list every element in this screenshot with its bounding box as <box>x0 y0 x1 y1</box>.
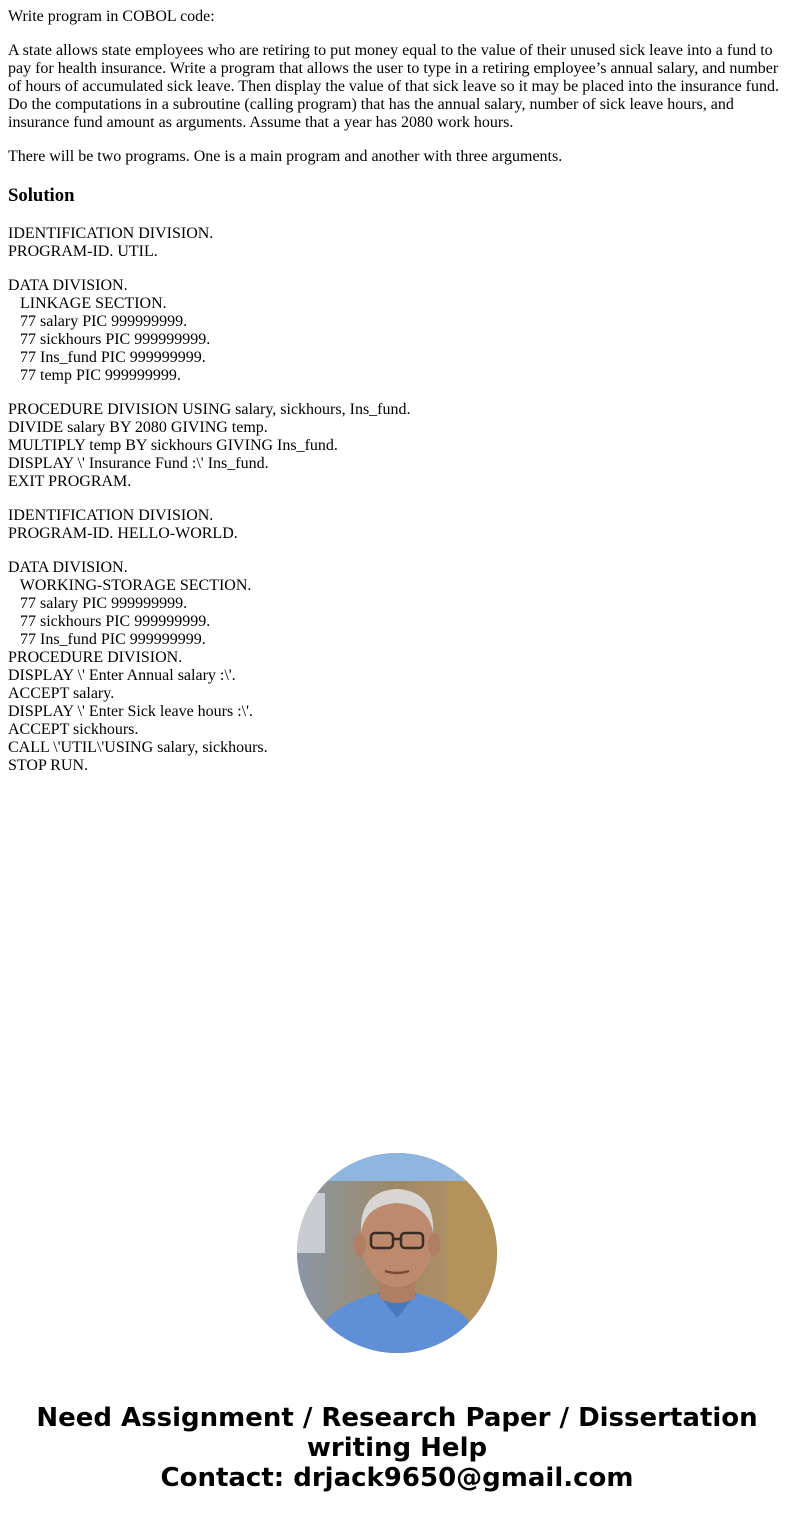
code-line: ACCEPT sickhours. <box>8 721 139 738</box>
code-line: PROGRAM-ID. HELLO-WORLD. <box>8 525 238 542</box>
code-line: IDENTIFICATION DIVISION. <box>8 507 214 524</box>
code-line: 77 salary PIC 999999999. <box>8 313 188 330</box>
code-line: 77 sickhours PIC 999999999. <box>8 613 211 630</box>
code-line: WORKING-STORAGE SECTION. <box>8 577 252 594</box>
avatar-illustration <box>297 1153 497 1353</box>
footer-banner <box>0 1403 794 1493</box>
code-line: MULTIPLY temp BY sickhours GIVING Ins_fund. <box>8 437 338 454</box>
footer-line-2: writing Help <box>306 1433 488 1463</box>
code-line: LINKAGE SECTION. <box>8 295 167 312</box>
question-body: A state allows state employees who are retiring to put money equal to the value of their unused sick leave into a fund to pay for health insurance. Write a program that allows the user to type in a retiring employee’s annual salary, and number of hours of accumulated sick leave. Then display the value of that sick leave so it may be placed into the insurance fund. Do the computations in a subroutine (calling program) that has the annual salary, number of sick leave hours, and insurance fund amount as arguments. Assume that a year has 2080 work hours. <box>8 42 780 131</box>
code-line: 77 Ins_fund PIC 999999999. <box>8 349 206 366</box>
person-photo-icon <box>297 1153 497 1353</box>
code-line: 77 salary PIC 999999999. <box>8 595 188 612</box>
code-line: 77 sickhours PIC 999999999. <box>8 331 211 348</box>
code-block <box>8 559 786 775</box>
code-block <box>8 507 786 543</box>
code-block <box>8 225 786 261</box>
code-line: PROGRAM-ID. UTIL. <box>8 243 158 260</box>
code-line: STOP RUN. <box>8 757 89 774</box>
question-note: There will be two programs. One is a main program and another with three arguments. <box>8 148 563 165</box>
code-line: DISPLAY \' Enter Annual salary :\'. <box>8 667 236 684</box>
code-line: 77 Ins_fund PIC 999999999. <box>8 631 206 648</box>
solution-heading: Solution <box>8 185 75 206</box>
code-line: CALL \'UTIL\'USING salary, sickhours. <box>8 739 268 756</box>
footer-contact: Contact: drjack9650@gmail.com <box>160 1463 634 1493</box>
code-line: DATA DIVISION. <box>8 559 128 576</box>
code-line: DISPLAY \' Insurance Fund :\' Ins_fund. <box>8 455 269 472</box>
footer-line-1: Need Assignment / Research Paper / Dissertation <box>36 1403 758 1433</box>
question-intro: Write program in COBOL code: <box>8 8 215 25</box>
code-block <box>8 401 786 491</box>
code-line: DISPLAY \' Enter Sick leave hours :\'. <box>8 703 253 720</box>
code-line: PROCEDURE DIVISION USING salary, sickhours, Ins_fund. <box>8 401 411 418</box>
code-line: DATA DIVISION. <box>8 277 128 294</box>
code-line: EXIT PROGRAM. <box>8 473 132 490</box>
code-line: PROCEDURE DIVISION. <box>8 649 183 666</box>
code-block <box>8 277 786 385</box>
code-line: ACCEPT salary. <box>8 685 115 702</box>
code-line: 77 temp PIC 999999999. <box>8 367 181 384</box>
code-line: DIVIDE salary BY 2080 GIVING temp. <box>8 419 268 436</box>
code-line: IDENTIFICATION DIVISION. <box>8 225 214 242</box>
document-content <box>8 8 786 791</box>
